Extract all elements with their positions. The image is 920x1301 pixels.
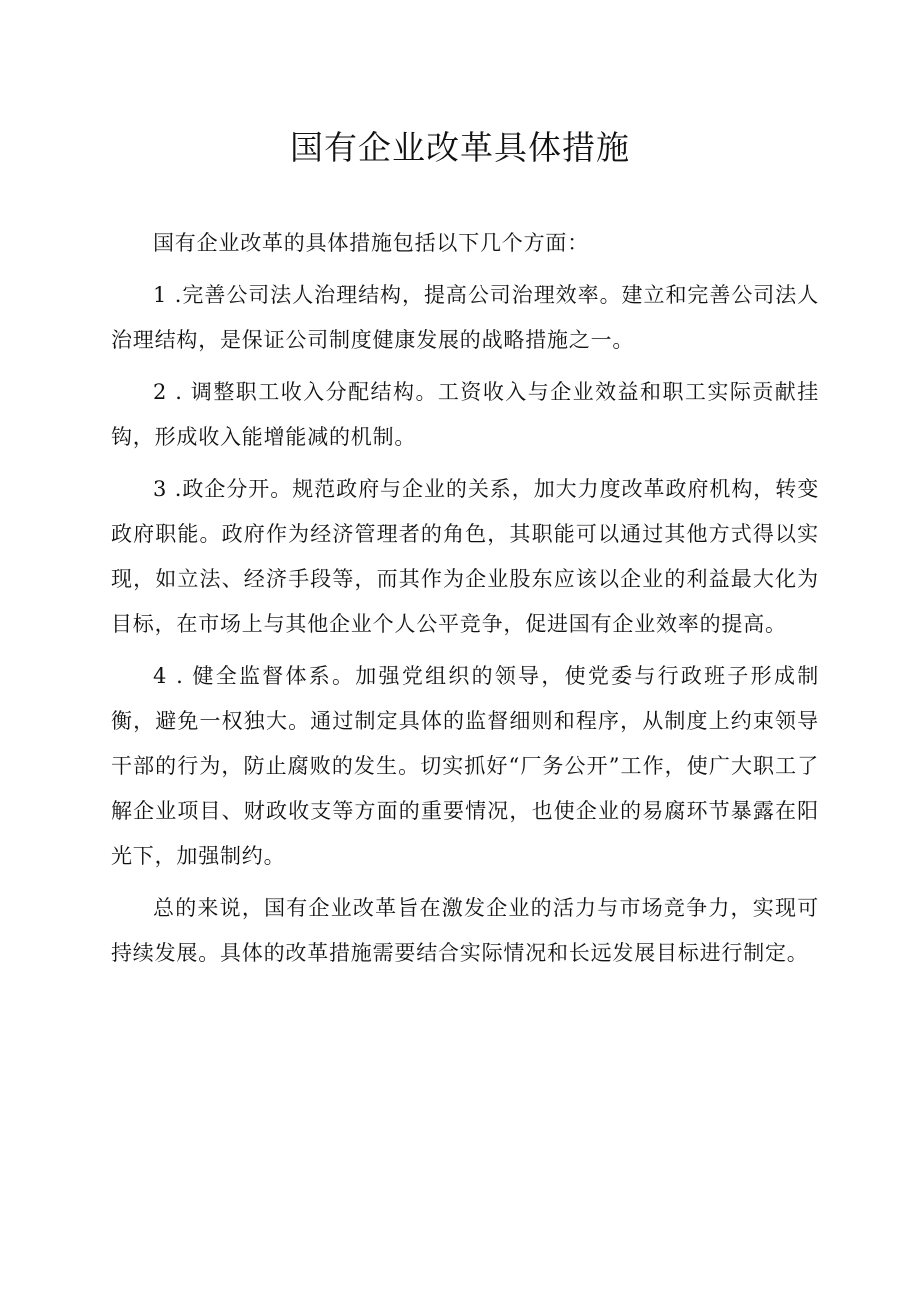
paragraph-intro: 国有企业改革的具体措施包括以下几个方面：: [153, 231, 589, 255]
paragraph-item-2: 2 . 调整职工收入分配结构。工资收入与企业效益和职工实际贡献挂钩，形成收入能增能减的机制。: [111, 380, 819, 449]
paragraph-conclusion: 总的来说，国有企业改革旨在激发企业的活力与市场竞争力，实现可持续发展。具体的改革措施需要结合实际情况和长远发展目标进行制定。: [111, 896, 819, 965]
paragraph-item-1: 1 .完善公司法人治理结构，提高公司治理效率。建立和完善公司法人治理结构，是保证公司制度健康发展的战略措施之一。: [111, 283, 819, 352]
paragraph-item-4: 4 . 健全监督体系。加强党组织的领导，使党委与行政班子形成制衡，避免一权独大。通过制定具体的监督细则和程序，从制度上约束领导干部的行为，防止腐败的发生。切实抓好“厂务公开”工作，使广大职工了解企业项目、财政收支等方面的重要情况，也使企业的易腐环节暴露在阳光下，加强制约。: [111, 664, 819, 868]
document-body: [111, 221, 819, 983]
paragraph-item-3: 3 .政企分开。规范政府与企业的关系，加大力度改革政府机构，转变政府职能。政府作为经济管理者的角色，其职能可以通过其他方式得以实现，如立法、经济手段等，而其作为企业股东应该以企业的利益最大化为目标，在市场上与其他企业个人公平竞争，促进国有企业效率的提高。: [111, 477, 819, 636]
document-title: 国有企业改革具体措施: [290, 128, 630, 167]
